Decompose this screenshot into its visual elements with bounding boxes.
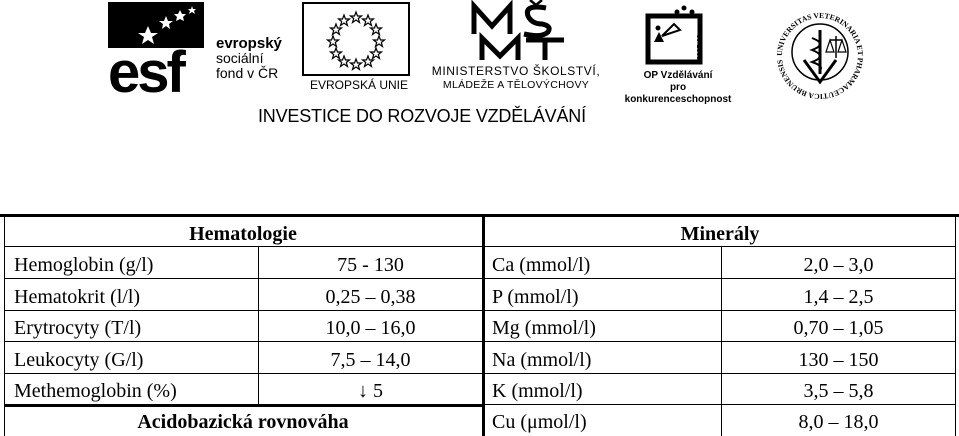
hema-row-name: Leukocyty (G/l) — [14, 349, 144, 371]
mineral-row-value: 3,5 – 5,8 — [803, 380, 874, 402]
mineraly-heading: Minerály — [680, 223, 760, 245]
minerals-row-line — [485, 404, 955, 405]
hema-bottom-line — [4, 404, 482, 407]
hema-row-value: 10,0 – 16,0 — [325, 317, 416, 339]
seal-text: UNIVERSITAS VETERINARIA ET PHARMACEUTICA BRUNENSIS — [774, 10, 866, 102]
logo-strip — [0, 0, 959, 135]
minerals-row-line — [485, 278, 955, 279]
minerals-row-line — [485, 373, 955, 374]
table-left-border — [4, 214, 5, 436]
esf-line-3: fond v ČR — [216, 65, 279, 81]
op-label-line-2: pro konkurenceschopnost — [624, 82, 732, 105]
eu-label: EVROPSKÁ UNIE — [309, 78, 409, 92]
esf-logo — [108, 2, 298, 94]
mineral-row-name: Na (mmol/l) — [492, 349, 592, 371]
esf-line-2: sociální — [216, 50, 264, 66]
hema-row-name: Hematokrit (l/l) — [14, 286, 141, 308]
hema-row-value: 75 - 130 — [337, 254, 404, 276]
esf-mark-icon — [108, 2, 208, 94]
op-mark-icon — [644, 2, 714, 68]
mineral-row-name: P (mmol/l) — [492, 286, 579, 308]
op-label — [616, 70, 740, 106]
hematologie-heading: Hematologie — [189, 223, 297, 245]
table-top-border — [0, 214, 959, 217]
hema-row-line — [4, 246, 482, 247]
op-badge: 2007-13 — [697, 34, 704, 60]
hema-row-line — [4, 278, 482, 279]
acidobazicka-heading: Acidobazická rovnováha — [137, 411, 349, 433]
op-logo — [616, 2, 746, 105]
hema-row-value: ↓ 5 — [358, 380, 383, 402]
eu-logo — [302, 2, 412, 94]
hema-row-value: 0,25 – 0,38 — [325, 286, 416, 308]
minerals-row-line — [485, 341, 955, 342]
mineral-row-value: 130 – 150 — [798, 349, 879, 371]
mineral-row-name: Ca (mmol/l) — [492, 254, 591, 276]
msmt-logo — [418, 0, 618, 95]
msmt-label-line-1: MINISTERSTVO ŠKOLSTVÍ, — [431, 64, 601, 78]
msmt-mark-icon — [468, 0, 568, 62]
table-center-divider — [482, 214, 485, 436]
hema-row-name: Methemoglobin (%) — [14, 380, 177, 402]
esf-text — [216, 36, 306, 81]
hema-row-name: Erytrocyty (T/l) — [14, 317, 142, 339]
mineral-row-value: 8,0 – 18,0 — [798, 411, 879, 433]
hema-row-line — [4, 310, 482, 311]
msmt-label — [418, 64, 614, 92]
mineral-row-name: Mg (mmol/l) — [492, 317, 596, 339]
seal-icon — [768, 0, 872, 104]
minerals-row-line — [485, 310, 955, 311]
university-seal — [768, 0, 872, 104]
table-right-border — [955, 214, 956, 436]
mineral-row-name: K (mmol/l) — [492, 380, 583, 402]
hema-row-value: 7,5 – 14,0 — [330, 349, 411, 371]
svg-text:esf: esf — [108, 40, 183, 94]
mineral-row-value: 0,70 – 1,05 — [793, 317, 884, 339]
mineral-row-value: 1,4 – 2,5 — [803, 286, 874, 308]
hema-row-line — [4, 341, 482, 342]
esf-line-1: evropský — [216, 35, 282, 52]
msmt-label-line-2: MLÁDEŽE A TĚLOVÝCHOVY — [442, 79, 590, 91]
banner-text: INVESTICE DO ROZVOJE VZDĚLÁVÁNÍ — [258, 106, 586, 126]
hema-row-name: Hemoglobin (g/l) — [14, 254, 154, 276]
mineral-row-value: 2,0 – 3,0 — [803, 254, 874, 276]
hema-row-line — [4, 373, 482, 374]
eu-flag-icon — [302, 2, 410, 76]
minerals-row-line — [485, 246, 955, 247]
mineral-row-name: Cu (μmol/l) — [492, 411, 587, 433]
reference-values-table — [0, 214, 959, 436]
op-label-line-1: OP Vzdělávání — [643, 70, 713, 81]
